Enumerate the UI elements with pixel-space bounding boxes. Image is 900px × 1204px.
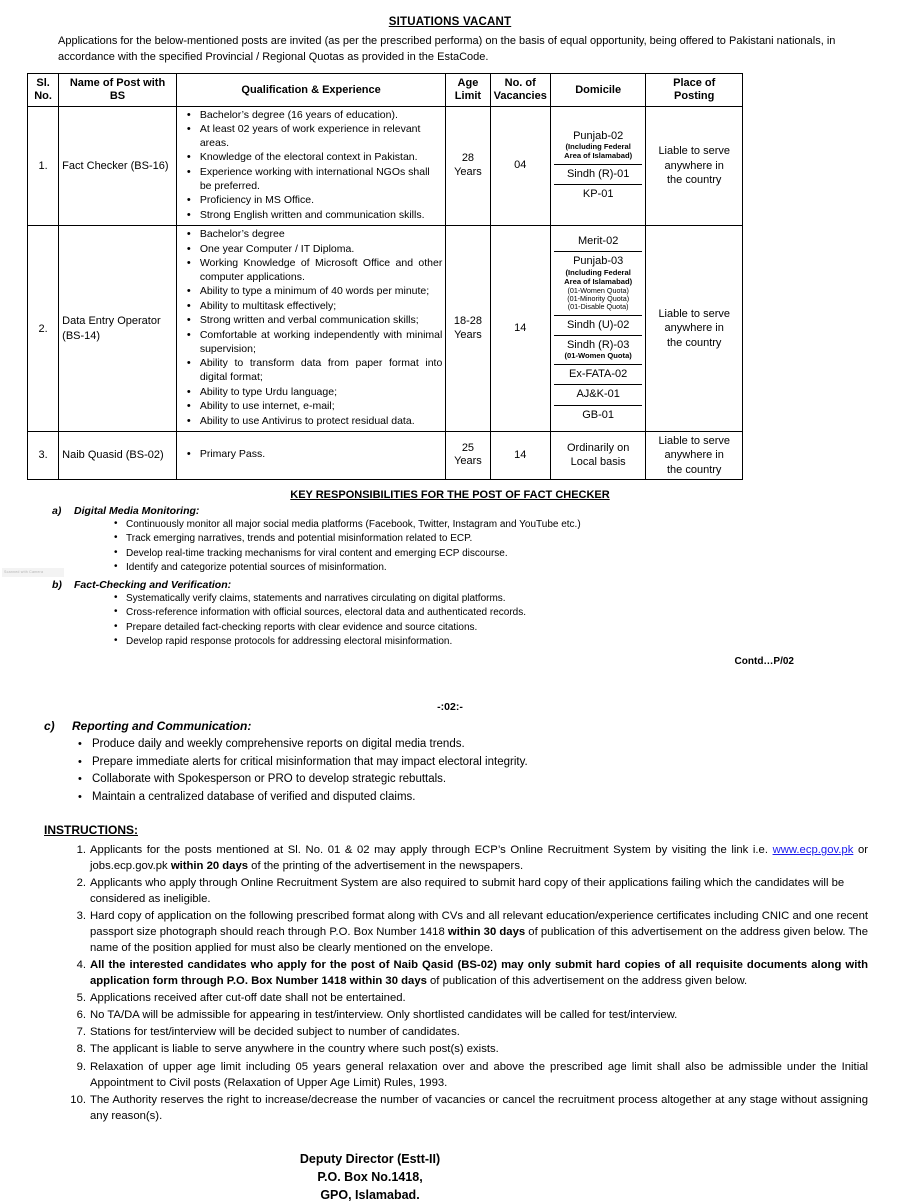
domicile-main: Punjab-02 <box>573 130 624 143</box>
column-header-domicile: Domicile <box>550 74 646 106</box>
instructions-list <box>22 842 868 1124</box>
domicile-cell <box>554 127 643 165</box>
posting-line: the country <box>667 336 722 349</box>
intro-paragraph: Applications for the below-mentioned posts are invited (as per the prescribed performa) on the basis of equal opportunity, being offered to Pakistani nationals, in accordance with the specified Provincial / Regional Quotas as provided in the EstaCode. <box>58 35 836 63</box>
list-item: • At least 02 years of work experience in relevant areas. <box>198 123 443 151</box>
row-age-limit <box>446 431 490 479</box>
domicile-sub: (Including Federal <box>565 142 631 152</box>
row-sl-no: 3. <box>28 431 59 479</box>
row-post-name: Fact Checker (BS-16) <box>59 106 177 226</box>
advertisement-page-2 <box>22 701 878 1204</box>
domicile-entry <box>554 315 643 335</box>
section-heading-a <box>22 505 878 517</box>
row-age-limit <box>446 106 490 226</box>
posting-line: the country <box>667 463 722 476</box>
list-item: • Cross-reference information with official sources, electoral data and authenticated records. <box>126 606 878 621</box>
age-value: 18-28 <box>453 314 483 327</box>
list-item: • Strong English written and communication skills. <box>198 209 443 223</box>
section-title: Reporting and Communication: <box>72 718 252 733</box>
column-header-vacancies <box>490 74 550 106</box>
column-header-qualification: Qualification & Experience <box>176 74 446 106</box>
age-unit: Years <box>454 455 482 468</box>
domicile-cell <box>554 185 643 205</box>
list-item: • Develop rapid response protocols for addressing electoral misinformation. <box>126 635 878 650</box>
domicile-entry <box>554 365 643 385</box>
age-value: 28 <box>461 152 475 165</box>
responsibilities-list-b <box>22 592 878 650</box>
signature-city: GPO, Islamabad. <box>320 1187 420 1202</box>
domicile-main: AJ&K-01 <box>576 388 620 401</box>
domicile-sub: Area of Islamabad) <box>564 151 633 161</box>
domicile-main: Local basis <box>570 456 626 469</box>
age-line1: Age <box>457 77 479 90</box>
row-age-limit <box>446 226 490 432</box>
list-item: • Experience working with international NGOs shall be preferred. <box>198 166 443 194</box>
section-heading-c <box>22 719 878 733</box>
table-row <box>28 431 743 479</box>
signature-designation: Deputy Director (Estt-II) <box>299 1151 441 1166</box>
list-item: • One year Computer / IT Diploma. <box>198 243 443 257</box>
responsibilities-list-c <box>22 736 878 807</box>
list-item: • Systematically verify claims, statements and narratives circulating on digital platforms. <box>126 592 878 607</box>
qualification-list <box>180 448 443 462</box>
row-vacancies: 04 <box>490 106 550 226</box>
domicile-cell <box>554 385 643 405</box>
key-responsibilities-title: KEY RESPONSIBILITIES FOR THE POST OF FACT CHECKER <box>290 488 610 501</box>
domicile-entry <box>554 405 643 425</box>
signature-po-box: P.O. Box No.1418, <box>317 1169 423 1184</box>
list-item: • Proficiency in MS Office. <box>198 194 443 208</box>
instruction-text: or jobs.ecp.gov.pk <box>90 844 868 873</box>
posting-line1: Place of <box>673 77 716 90</box>
domicile-quota: (01-Disable Quota) <box>567 302 629 312</box>
list-item: • Bachelor’s degree <box>198 228 443 242</box>
row-qualification <box>176 431 446 479</box>
post-name-line1: Data Entry Operator <box>62 315 161 328</box>
section-heading-b <box>22 579 878 591</box>
page-number: -:02:- <box>437 700 463 713</box>
column-header-name: Name of Post with BS <box>59 74 177 106</box>
column-header-sl-no <box>28 74 59 106</box>
list-item: • Bachelor’s degree (16 years of education). <box>198 109 443 123</box>
domicile-sub: (Including Federal <box>565 267 631 277</box>
list-item: • Continuously monitor all major social media platforms (Facebook, Twitter, Instagram and YouTube etc.) <box>126 518 878 533</box>
list-item: • Knowledge of the electoral context in Pakistan. <box>198 151 443 165</box>
table-row <box>28 226 743 432</box>
posting-line: Liable to serve <box>658 434 730 447</box>
instruction-text: of the printing of the advertisement in the newspapers. <box>248 860 524 873</box>
domicile-main: KP-01 <box>582 188 614 201</box>
list-item: • Primary Pass. <box>198 448 443 462</box>
instruction-item-9: Relaxation of upper age limit including 05 years general relaxation over and above the prescribed age limit shall also be admissible under the Initial Appointment to Civil posts (Relaxation of Upper Age Limit) Rules, 1993. <box>90 1060 868 1089</box>
domicile-cell <box>554 232 643 252</box>
domicile-main: Sindh (R)-03 <box>566 339 630 352</box>
list-item: • Ability to use internet, e-mail; <box>198 400 443 414</box>
list-item: • Ability to multitask effectively; <box>198 300 443 314</box>
row-qualification <box>176 226 446 432</box>
domicile-breakdown <box>554 127 643 204</box>
list-item: • Comfortable at working independently with minimal supervision; <box>198 329 443 357</box>
domicile-cell <box>554 365 643 385</box>
instruction-item-3 <box>90 908 868 956</box>
instruction-text: Hard copy of application on the following prescribed format along with CVs and all relevant education/experience certificates including CNIC and one recent passport size photograph should reach through P.O. Box Number 1418 <box>90 910 868 939</box>
row-qualification <box>176 106 446 226</box>
domicile-cell <box>554 315 643 335</box>
instruction-item-6: No TA/DA will be admissible for appearing in test/interview. Only shortlisted candidates will be called for test/interview. <box>90 1009 678 1022</box>
domicile-entry <box>554 336 643 365</box>
section-label: a) <box>52 504 62 517</box>
age-unit: Years <box>454 165 482 178</box>
domicile-main: Sindh (U)-02 <box>566 318 630 331</box>
row-vacancies: 14 <box>490 226 550 432</box>
qualification-list <box>180 109 443 223</box>
list-item: • Maintain a centralized database of verified and disputed claims. <box>92 789 878 807</box>
row-place-of-posting <box>646 431 743 479</box>
section-title: Digital Media Monitoring: <box>74 504 200 517</box>
instruction-item-4 <box>90 957 868 989</box>
instruction-item-5: Applications received after cut-off date shall not be entertained. <box>90 992 406 1005</box>
domicile-main: Merit-02 <box>577 235 619 248</box>
posting-line: anywhere in <box>664 159 724 172</box>
domicile-entry <box>554 127 643 165</box>
instruction-bold: All the interested candidates who apply for the post of Naib Qasid (BS-02) may only submit hard copies of all requisite documents along with application form through P.O. Box Number 1418 within 30 days <box>90 959 868 988</box>
section-label: c) <box>44 718 55 733</box>
instruction-bold: within 30 days <box>447 926 526 939</box>
list-item: • Ability to transform data from paper format into digital format; <box>198 357 443 385</box>
instruction-text: of publication of this advertisement on the address given below. The name of the position applied for must also be clearly mentioned on the envelope. <box>90 926 868 955</box>
domicile-breakdown <box>554 232 643 425</box>
instructions-title: INSTRUCTIONS: <box>44 823 138 838</box>
posting-line: Liable to serve <box>658 308 730 321</box>
list-item: • Track emerging narratives, trends and potential misinformation related to ECP. <box>126 532 878 547</box>
row-post-name <box>59 226 177 432</box>
ecp-website-link[interactable]: www.ecp.gov.pk <box>772 844 854 857</box>
list-item: • Prepare immediate alerts for critical misinformation that may impact electoral integrity. <box>92 754 878 772</box>
instruction-item-7: Stations for test/interview will be decided subject to number of candidates. <box>90 1026 460 1039</box>
domicile-main: Punjab-03 <box>573 255 624 268</box>
signature-block <box>22 1150 718 1204</box>
list-item: • Collaborate with Spokesperson or PRO to develop strategic rebuttals. <box>92 771 878 789</box>
instruction-text: Applicants for the posts mentioned at Sl. No. 01 & 02 may apply through ECP’s Online Recruitment System by visiting the link i.e. <box>90 844 773 857</box>
posting-line: anywhere in <box>664 449 724 462</box>
domicile-cell <box>554 405 643 425</box>
vac-line1: No. of <box>504 77 536 90</box>
instruction-item-10: The Authority reserves the right to increase/decrease the number of vacancies or cancel the recruitment process altogether at any stage without assigning any reason(s). <box>90 1093 868 1122</box>
domicile-main: Sindh (R)-01 <box>566 168 630 181</box>
column-header-age-limit <box>446 74 490 106</box>
row-sl-no: 2. <box>28 226 59 432</box>
section-title: Fact-Checking and Verification: <box>74 578 232 591</box>
sl-no-line1: Sl. <box>36 77 50 90</box>
domicile-entry <box>554 252 643 316</box>
vac-line2: Vacancies <box>493 89 547 102</box>
domicile-entry <box>554 185 643 205</box>
domicile-main: Ordinarily on <box>566 442 630 455</box>
row-place-of-posting <box>646 106 743 226</box>
posting-line: Liable to serve <box>658 145 730 158</box>
age-unit: Years <box>454 328 482 341</box>
list-item: • Working Knowledge of Microsoft Office and other computer applications. <box>198 257 443 285</box>
row-domicile <box>550 431 646 479</box>
list-item: • Identify and categorize potential sources of misinformation. <box>126 561 878 576</box>
domicile-cell <box>554 165 643 185</box>
domicile-quota: (01-Women Quota) <box>567 285 629 295</box>
instruction-item-8: The applicant is liable to serve anywhere in the country where such post(s) exists. <box>90 1043 499 1056</box>
posting-line2: Posting <box>674 89 715 102</box>
domicile-entry <box>554 165 643 185</box>
post-name-line2: (BS-14) <box>62 329 101 342</box>
domicile-cell <box>554 336 643 365</box>
row-domicile <box>550 226 646 432</box>
list-item: • Strong written and verbal communication skills; <box>198 314 443 328</box>
domicile-entry <box>554 232 643 252</box>
list-item: • Ability to use Antivirus to protect residual data. <box>198 415 443 429</box>
list-item: • Ability to type a minimum of 40 words per minute; <box>198 285 443 299</box>
domicile-main: Ex-FATA-02 <box>569 368 628 381</box>
domicile-sub: (01-Women Quota) <box>564 351 632 361</box>
list-item: • Prepare detailed fact-checking reports with clear evidence and source citations. <box>126 621 878 636</box>
section-label: b) <box>52 578 62 591</box>
domicile-main: GB-01 <box>582 408 615 421</box>
list-item: • Ability to type Urdu language; <box>198 386 443 400</box>
column-header-posting <box>646 74 743 106</box>
page-title: SITUATIONS VACANT <box>388 16 512 28</box>
age-value: 25 <box>461 441 475 454</box>
posting-line: the country <box>667 173 722 186</box>
instruction-item-2: Applicants who apply through Online Recruitment System are also required to submit hard copy of their applications failing which the candidates will be considered as ineligible. <box>90 877 845 906</box>
domicile-cell <box>554 252 643 316</box>
domicile-quota: (01-Minority Quota) <box>567 294 630 303</box>
age-line2: Limit <box>454 89 482 102</box>
row-post-name: Naib Quasid (BS-02) <box>59 431 177 479</box>
sl-no-line2: No. <box>34 89 52 102</box>
table-row <box>28 106 743 226</box>
table-header-row <box>28 74 743 106</box>
row-domicile <box>550 106 646 226</box>
row-sl-no: 1. <box>28 106 59 226</box>
row-vacancies: 14 <box>490 431 550 479</box>
domicile-sub: Area of Islamabad) <box>564 276 633 286</box>
posting-line: anywhere in <box>664 322 724 335</box>
scanner-watermark: Scanned with Camera <box>2 568 64 577</box>
domicile-entry <box>554 385 643 405</box>
responsibilities-list-a <box>22 518 878 576</box>
instruction-item-1 <box>90 842 868 874</box>
row-place-of-posting <box>646 226 743 432</box>
instruction-bold: within 20 days <box>170 860 249 873</box>
list-item: • Produce daily and weekly comprehensive reports on digital media trends. <box>92 736 878 754</box>
instruction-text: of publication of this advertisement on the address given below. <box>426 975 748 988</box>
qualification-list <box>180 228 443 428</box>
continued-marker: Contd…P/02 <box>734 655 794 667</box>
vacancies-table <box>27 73 743 480</box>
list-item: • Develop real-time tracking mechanisms for viral content and emerging ECP discourse. <box>126 547 878 562</box>
